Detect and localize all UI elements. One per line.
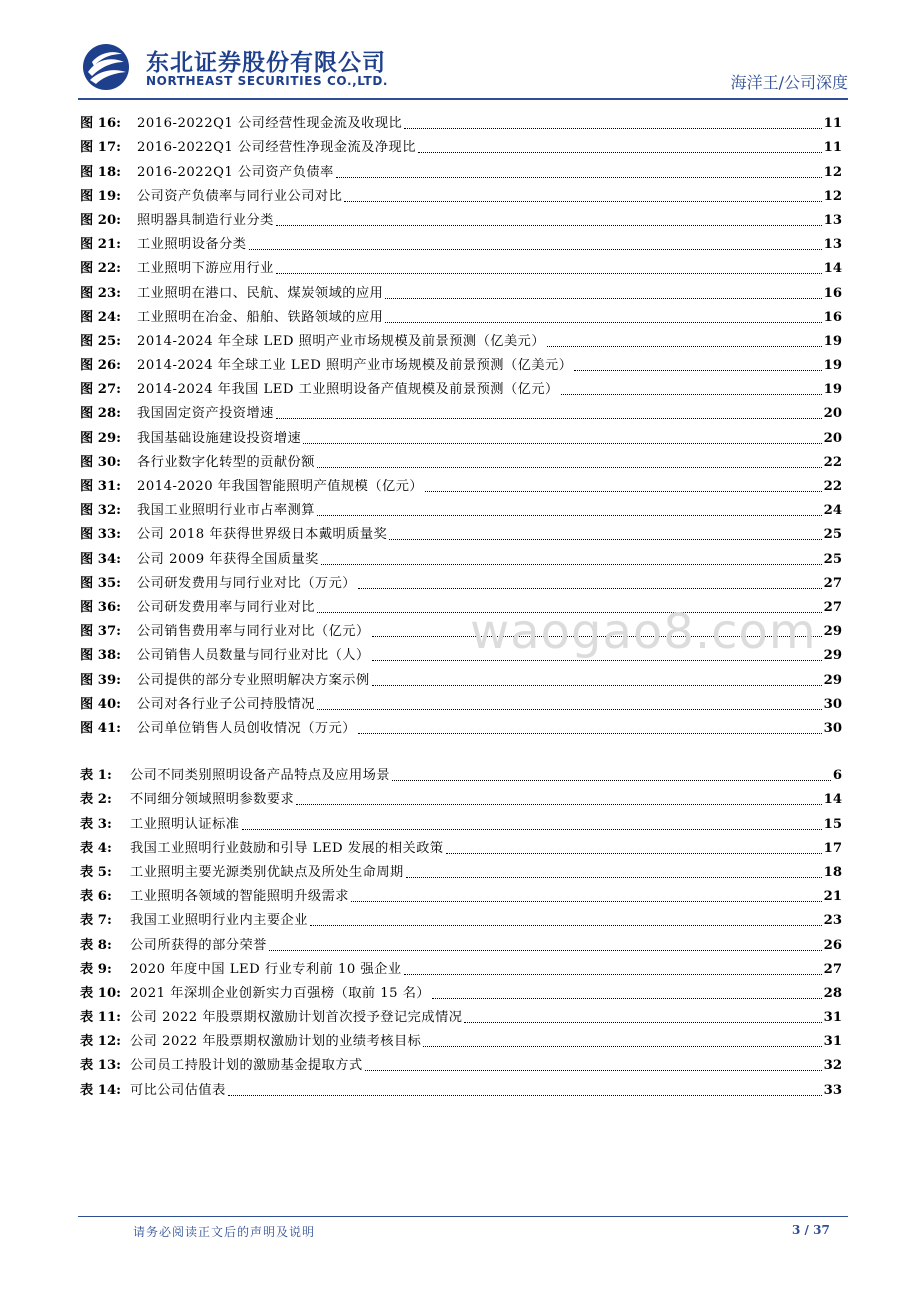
- entry-title: 公司不同类别照明设备产品特点及应用场景: [130, 768, 391, 784]
- figure-index-row[interactable]: [80, 519, 842, 543]
- figure-index-row[interactable]: [80, 326, 842, 350]
- dot-leader: [406, 877, 822, 878]
- entry-number: 表 1:: [80, 768, 112, 784]
- entry-page-number: 27: [823, 599, 842, 615]
- entry-page-number: 14: [823, 792, 842, 808]
- dot-leader: [269, 950, 822, 951]
- entry-page-number: 14: [823, 261, 842, 277]
- entry-title: 我国固定资产投资增速: [137, 406, 274, 422]
- table-index-row[interactable]: [80, 760, 842, 784]
- table-index-row[interactable]: [80, 954, 842, 978]
- entry-number: 表 8:: [80, 937, 112, 953]
- entry-title: 公司 2009 年获得全国质量奖: [137, 551, 319, 567]
- entry-number: 图 19:: [80, 188, 121, 204]
- table-index-row[interactable]: [80, 929, 842, 953]
- entry-number: 图 18:: [80, 164, 121, 180]
- entry-page-number: 28: [823, 985, 842, 1001]
- entry-page-number: 26: [823, 937, 842, 953]
- table-index-row[interactable]: [80, 1002, 842, 1026]
- entry-number: 图 28:: [80, 406, 121, 422]
- figure-index-row[interactable]: [80, 302, 842, 326]
- entry-title: 我国工业照明行业鼓励和引导 LED 发展的相关政策: [130, 840, 444, 856]
- entry-title: 工业照明在冶金、船舶、铁路领域的应用: [137, 309, 384, 325]
- figure-index-row[interactable]: [80, 229, 842, 253]
- dot-leader: [561, 394, 822, 395]
- entry-title: 工业照明各领域的智能照明升级需求: [130, 889, 349, 905]
- entry-number: 图 36:: [80, 599, 121, 615]
- figure-index-row[interactable]: [80, 713, 842, 737]
- entry-title: 我国工业照明行业市占率测算: [137, 503, 315, 519]
- figure-index-row[interactable]: [80, 205, 842, 229]
- table-index-row[interactable]: [80, 978, 842, 1002]
- entry-page-number: 33: [823, 1082, 842, 1098]
- entry-page-number: 31: [823, 1010, 842, 1026]
- dot-leader: [547, 346, 822, 347]
- entry-title: 公司销售费用率与同行业对比（亿元）: [137, 624, 370, 640]
- figure-index-row[interactable]: [80, 543, 842, 567]
- dot-leader: [321, 564, 822, 565]
- entry-number: 图 26:: [80, 358, 121, 374]
- figure-index-row[interactable]: [80, 689, 842, 713]
- entry-page-number: 25: [823, 527, 842, 543]
- dot-leader: [276, 225, 822, 226]
- entry-title: 工业照明在港口、民航、煤炭领域的应用: [137, 285, 384, 301]
- figure-index-row[interactable]: [80, 156, 842, 180]
- entry-title: 公司销售人员数量与同行业对比（人）: [137, 648, 370, 664]
- dot-leader: [372, 660, 822, 661]
- header-divider: [78, 98, 848, 100]
- dot-leader: [423, 1046, 821, 1047]
- entry-number: 图 23:: [80, 285, 121, 301]
- table-index-row[interactable]: [80, 881, 842, 905]
- entry-title: 2016-2022Q1 公司资产负债率: [137, 164, 334, 180]
- entry-number: 图 17:: [80, 140, 121, 156]
- dot-leader: [404, 128, 821, 129]
- entry-title: 公司提供的部分专业照明解决方案示例: [137, 672, 370, 688]
- figure-index-row[interactable]: [80, 253, 842, 277]
- entry-number: 图 39:: [80, 672, 121, 688]
- table-index-row[interactable]: [80, 1026, 842, 1050]
- entry-number: 表 2:: [80, 792, 112, 808]
- dot-leader: [303, 443, 821, 444]
- dot-leader: [276, 418, 822, 419]
- entry-page-number: 20: [823, 406, 842, 422]
- figure-index-row[interactable]: [80, 277, 842, 301]
- figure-index-row[interactable]: [80, 132, 842, 156]
- dot-leader: [317, 515, 822, 516]
- entry-number: 图 25:: [80, 333, 121, 349]
- dot-leader: [365, 1070, 822, 1071]
- entry-number: 表 7:: [80, 913, 112, 929]
- entry-page-number: 32: [823, 1058, 842, 1074]
- dot-leader: [432, 998, 822, 999]
- figure-index-row[interactable]: [80, 447, 842, 471]
- entry-number: 图 20:: [80, 212, 121, 228]
- entry-number: 图 16:: [80, 116, 121, 132]
- entry-page-number: 31: [823, 1034, 842, 1050]
- entry-title: 可比公司估值表: [130, 1082, 226, 1098]
- entry-number: 图 21:: [80, 237, 121, 253]
- entry-number: 图 37:: [80, 624, 121, 640]
- entry-number: 图 34:: [80, 551, 121, 567]
- dot-leader: [425, 491, 822, 492]
- watermark: waogao8.com: [470, 604, 817, 660]
- entry-title: 公司 2022 年股票期权激励计划的业绩考核目标: [130, 1034, 422, 1050]
- dot-leader: [351, 901, 822, 902]
- page-indicator: 3 / 37: [792, 1223, 830, 1237]
- entry-number: 表 10:: [80, 985, 121, 1001]
- entry-page-number: 27: [823, 961, 842, 977]
- entry-title: 公司研发费用率与同行业对比: [137, 599, 315, 615]
- report-tag: 海洋王/公司深度: [730, 73, 848, 92]
- figure-index-row[interactable]: [80, 422, 842, 446]
- table-index-row[interactable]: [80, 1074, 842, 1098]
- figure-index-row[interactable]: [80, 181, 842, 205]
- page-header: [78, 40, 848, 98]
- entry-page-number: 11: [823, 140, 842, 156]
- entry-number: 图 29:: [80, 430, 121, 446]
- entry-page-number: 13: [823, 237, 842, 253]
- entry-title: 2020 年度中国 LED 行业专利前 10 强企业: [130, 961, 402, 977]
- dot-leader: [310, 925, 822, 926]
- entry-title: 公司单位销售人员创收情况（万元）: [137, 720, 356, 736]
- dot-leader: [358, 588, 822, 589]
- entry-title: 公司对各行业子公司持股情况: [137, 696, 315, 712]
- entry-page-number: 11: [823, 116, 842, 132]
- entry-page-number: 16: [823, 285, 842, 301]
- entry-title: 2016-2022Q1 公司经营性净现金流及净现比: [137, 140, 416, 156]
- entry-title: 2014-2024 年全球工业 LED 照明产业市场规模及前景预测（亿美元）: [137, 358, 573, 374]
- dot-leader: [242, 829, 822, 830]
- entry-page-number: 29: [823, 648, 842, 664]
- entry-page-number: 12: [823, 188, 842, 204]
- entry-page-number: 27: [823, 575, 842, 591]
- entry-number: 图 32:: [80, 503, 121, 519]
- entry-title: 公司资产负债率与同行业公司对比: [137, 188, 343, 204]
- company-name-en: NORTHEAST SECURITIES CO.,LTD.: [146, 74, 389, 88]
- dot-leader: [404, 974, 822, 975]
- entry-number: 图 35:: [80, 575, 121, 591]
- entry-number: 图 22:: [80, 261, 121, 277]
- entry-title: 工业照明主要光源类别优缺点及所处生命周期: [130, 864, 404, 880]
- figure-index-row[interactable]: [80, 664, 842, 688]
- entry-number: 表 6:: [80, 889, 112, 905]
- entry-page-number: 29: [823, 624, 842, 640]
- dot-leader: [385, 298, 821, 299]
- entry-page-number: 19: [823, 358, 842, 374]
- entry-title: 公司研发费用与同行业对比（万元）: [137, 575, 356, 591]
- table-index-row[interactable]: [80, 833, 842, 857]
- entry-page-number: 19: [823, 333, 842, 349]
- entry-number: 表 5:: [80, 864, 112, 880]
- entry-page-number: 25: [823, 551, 842, 567]
- company-name-cn: 东北证券股份有限公司: [146, 50, 386, 76]
- entry-title: 各行业数字化转型的贡献份额: [137, 454, 315, 470]
- dot-leader: [249, 249, 822, 250]
- entry-title: 2014-2020 年我国智能照明产值规模（亿元）: [137, 479, 424, 494]
- entry-page-number: 21: [823, 889, 842, 905]
- footer-disclaimer: 请务必阅读正文后的声明及说明: [133, 1225, 316, 1239]
- entry-number: 图 27:: [80, 382, 121, 398]
- entry-number: 表 13:: [80, 1058, 121, 1074]
- entry-title: 2014-2024 年全球 LED 照明产业市场规模及前景预测（亿美元）: [137, 333, 546, 349]
- table-index-row[interactable]: [80, 1050, 842, 1074]
- entry-number: 表 14:: [80, 1082, 121, 1098]
- dot-leader: [317, 467, 822, 468]
- entry-title: 工业照明设备分类: [137, 237, 247, 253]
- entry-title: 不同细分领域照明参数要求: [130, 792, 295, 808]
- entry-number: 表 4:: [80, 840, 112, 856]
- entry-page-number: 17: [823, 840, 842, 856]
- entry-number: 图 33:: [80, 527, 121, 543]
- entry-page-number: 30: [823, 720, 842, 736]
- entry-number: 图 38:: [80, 648, 121, 664]
- entry-number: 图 31:: [80, 479, 121, 494]
- entry-page-number: 13: [823, 212, 842, 228]
- figure-index-row[interactable]: [80, 350, 842, 374]
- figure-index-row[interactable]: [80, 495, 842, 519]
- entry-title: 公司 2018 年获得世界级日本戴明质量奖: [137, 527, 388, 543]
- dot-leader: [336, 177, 822, 178]
- entry-title: 工业照明认证标准: [130, 816, 240, 832]
- dot-leader: [389, 539, 821, 540]
- entry-number: 图 41:: [80, 720, 121, 736]
- table-index-row[interactable]: [80, 808, 842, 832]
- entry-title: 2016-2022Q1 公司经营性现金流及收现比: [137, 116, 403, 132]
- dot-leader: [418, 152, 822, 153]
- entry-number: 图 40:: [80, 696, 121, 712]
- entry-title: 2014-2024 年我国 LED 工业照明设备产值规模及前景预测（亿元）: [137, 382, 559, 398]
- entry-page-number: 15: [823, 816, 842, 832]
- entry-title: 工业照明下游应用行业: [137, 261, 274, 277]
- entry-page-number: 12: [823, 164, 842, 180]
- entry-number: 图 24:: [80, 309, 121, 325]
- table-index-row[interactable]: [80, 784, 842, 808]
- footer-divider: [78, 1216, 848, 1217]
- dot-leader: [446, 853, 822, 854]
- figure-index-row[interactable]: [80, 398, 842, 422]
- entry-number: 表 9:: [80, 961, 112, 977]
- entry-title: 公司 2022 年股票期权激励计划首次授予登记完成情况: [130, 1010, 463, 1026]
- figure-index-row[interactable]: [80, 568, 842, 592]
- entry-page-number: 22: [823, 479, 842, 494]
- dot-leader: [464, 1022, 821, 1023]
- entry-page-number: 23: [823, 913, 842, 929]
- entry-page-number: 24: [823, 503, 842, 519]
- dot-leader: [385, 322, 821, 323]
- entry-page-number: 6: [832, 768, 842, 784]
- entry-title: 公司员工持股计划的激励基金提取方式: [130, 1058, 363, 1074]
- entry-page-number: 22: [823, 454, 842, 470]
- figure-index-row[interactable]: [80, 374, 842, 398]
- dot-leader: [317, 709, 822, 710]
- entry-number: 表 3:: [80, 816, 112, 832]
- dot-leader: [228, 1095, 822, 1096]
- dot-leader: [296, 804, 821, 805]
- dot-leader: [276, 273, 822, 274]
- figure-index-row[interactable]: [80, 471, 842, 495]
- table-index: [80, 760, 842, 1099]
- entry-title: 照明器具制造行业分类: [137, 212, 274, 228]
- figure-index-row[interactable]: [80, 108, 842, 132]
- entry-page-number: 20: [823, 430, 842, 446]
- entry-title: 公司所获得的部分荣誉: [130, 937, 267, 953]
- entry-page-number: 29: [823, 672, 842, 688]
- entry-page-number: 19: [823, 382, 842, 398]
- dot-leader: [392, 780, 831, 781]
- entry-number: 图 30:: [80, 454, 121, 470]
- table-index-row[interactable]: [80, 857, 842, 881]
- northeast-securities-logo-icon: [78, 42, 138, 92]
- entry-title: 我国工业照明行业内主要企业: [130, 913, 308, 929]
- entry-page-number: 30: [823, 696, 842, 712]
- dot-leader: [344, 201, 821, 202]
- dot-leader: [358, 733, 822, 734]
- entry-page-number: 16: [823, 309, 842, 325]
- entry-page-number: 18: [823, 864, 842, 880]
- entry-number: 表 12:: [80, 1034, 121, 1050]
- table-index-row[interactable]: [80, 905, 842, 929]
- entry-number: 表 11:: [80, 1010, 121, 1026]
- entry-title: 我国基础设施建设投资增速: [137, 430, 302, 446]
- dot-leader: [372, 685, 822, 686]
- dot-leader: [574, 370, 821, 371]
- entry-title: 2021 年深圳企业创新实力百强榜（取前 15 名）: [130, 985, 431, 1001]
